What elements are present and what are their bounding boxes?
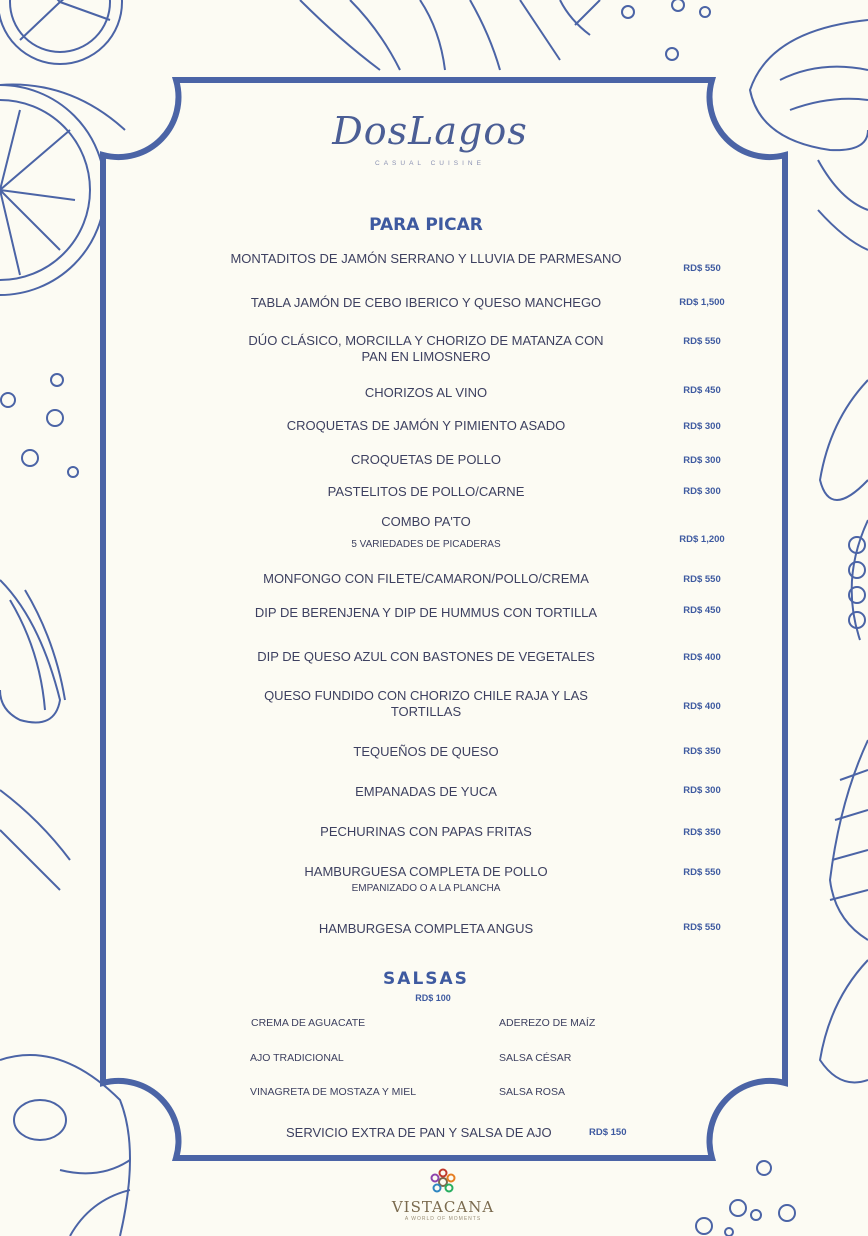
menu-item-price: RD$ 400 — [683, 701, 721, 712]
menu-item: PECHURINAS CON PAPAS FRITAS — [320, 824, 532, 839]
menu-item-price: RD$ 300 — [683, 421, 721, 432]
menu-item: EMPANADAS DE YUCA — [355, 784, 497, 799]
menu-item-price: RD$ 550 — [683, 922, 721, 933]
brand-tagline: A WORLD OF MOMENTS — [404, 1216, 482, 1222]
menu-item-price: RD$ 550 — [683, 867, 721, 878]
menu-item-price: RD$ 350 — [683, 827, 721, 838]
salsas-price: RD$ 100 — [415, 993, 451, 1003]
restaurant-logo — [330, 108, 530, 167]
menu-item: DIP DE QUESO AZUL CON BASTONES DE VEGETALES — [257, 649, 595, 664]
flower-logo-icon — [429, 1168, 457, 1196]
menu-item-price: RD$ 400 — [683, 652, 721, 663]
extra-service-label: SERVICIO EXTRA DE PAN Y SALSA DE AJO — [286, 1125, 552, 1140]
salsa-option: ADEREZO DE MAÍZ — [499, 1017, 596, 1029]
extra-service-price: RD$ 150 — [589, 1127, 627, 1138]
menu-item-combo — [228, 514, 624, 552]
menu-item: CROQUETAS DE POLLO — [350, 452, 501, 467]
menu-item: QUESO FUNDIDO CON CHORIZO CHILE RAJA Y LAS TORTILLAS — [264, 688, 588, 719]
menu-item-price: RD$ 550 — [683, 263, 721, 274]
logo-tagline: CASUAL CUISINE — [375, 160, 485, 167]
menu-item-price: RD$ 450 — [683, 385, 721, 396]
salsa-option: VINAGRETA DE MOSTAZA Y MIEL — [250, 1086, 417, 1098]
section-title-para-picar: PARA PICAR — [369, 215, 483, 235]
salsa-option: SALSA ROSA — [499, 1086, 565, 1098]
menu-item: HAMBURGESA COMPLETA ANGUS — [318, 921, 534, 936]
menu-item: TEQUEÑOS DE QUESO — [353, 744, 499, 759]
menu-item-price: RD$ 350 — [683, 746, 721, 757]
menu-item-price: RD$ 300 — [683, 785, 721, 796]
menu-item-name: HAMBURGUESA COMPLETA DE POLLO — [304, 864, 548, 879]
section-title-salsas: SALSAS — [383, 969, 469, 989]
menu-item-note: EMPANIZADO O A LA PLANCHA — [351, 883, 501, 894]
menu-item-price: RD$ 1,200 — [679, 534, 725, 545]
menu-item-hamburguesa-pollo — [228, 864, 624, 896]
menu-item: CHORIZOS AL VINO — [364, 385, 488, 400]
menu-item-price: RD$ 1,500 — [679, 297, 725, 308]
menu-item: MONFONGO CON FILETE/CAMARON/POLLO/CREMA — [263, 571, 589, 586]
brand-logo — [370, 1168, 516, 1222]
salsa-option: SALSA CÉSAR — [499, 1052, 572, 1064]
salsa-option: CREMA DE AGUACATE — [251, 1017, 366, 1029]
menu-item: DÚO CLÁSICO, MORCILLA Y CHORIZO DE MATANZA CON PAN EN LIMOSNERO — [248, 333, 604, 364]
menu-item: MONTADITOS DE JAMÓN SERRANO Y LLUVIA DE PARMESANO — [230, 251, 622, 266]
brand-name: VISTACANA — [391, 1198, 495, 1216]
menu-item: DIP DE BERENJENA Y DIP DE HUMMUS CON TORTILLA — [254, 605, 598, 620]
menu-item-name: COMBO PA'TO — [381, 514, 471, 529]
menu-item-price: RD$ 450 — [683, 605, 721, 616]
menu-item: CROQUETAS DE JAMÓN Y PIMIENTO ASADO — [286, 418, 566, 433]
menu-item-price: RD$ 550 — [683, 574, 721, 585]
salsa-option: AJO TRADICIONAL — [250, 1052, 344, 1064]
menu-item-price: RD$ 300 — [683, 486, 721, 497]
menu-item: TABLA JAMÓN DE CEBO IBERICO Y QUESO MANCHEGO — [250, 295, 602, 310]
menu-item-price: RD$ 550 — [683, 336, 721, 347]
logo-script: DosLagos — [332, 109, 528, 153]
menu-item-price: RD$ 300 — [683, 455, 721, 466]
menu-item-note: 5 VARIEDADES DE PICADERAS — [351, 539, 501, 550]
menu-item: PASTELITOS DE POLLO/CARNE — [327, 484, 525, 499]
